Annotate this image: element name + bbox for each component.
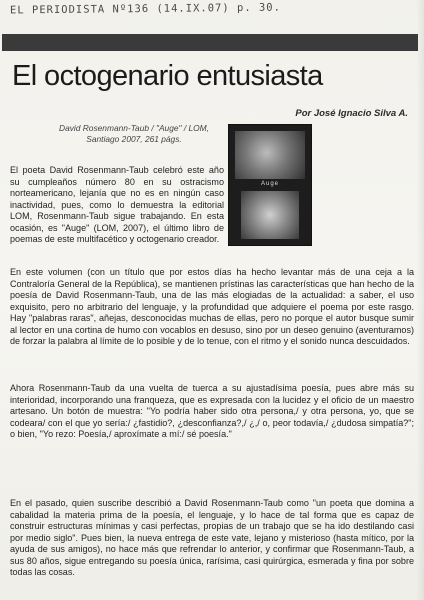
article-paragraph-4: En el pasado, quien suscribe describió a David Rosenmann-Taub como "un poeta que domina a cabalidad la materia prima de la poesía, el lenguaje, y lo hace de tal forma que es capaz de construir estructuras mínimas y casi perfectas, propias de un trabajo que se ha ido destilando casi por medio siglo". Pues bien, la nueva entrega de este vate, lejano y misterioso (hasta mítico, por la ayuda de sus amigos), no hace más que refrendar lo anterior, y confirmar que Rosenmann-Taub, a sus 80 años, sigue entregando su poesía única, rarísima, casi quirúrgica, esmerada y fina por sobre todas las cosas. [10,498,414,578]
article-paragraph-2: En este volumen (con un título que por estos días ha hecho levantar más de una ceja a la Contraloría General de la República), se mantienen prístinas las características que han hecho de la poesía de David Rosenmann-Taub, una de las más elogiadas de la actualidad: a saber, el uso exquisito, pero no arbitrario del lenguaje, y la profundidad que adquiere el poema por este rasgo. Hay "palabras raras", añejas, desconocidas muchas de ellas, pero no porque el autor busque sumir al lector en una cortina de humo con vocablos en desuso, sino por un deseo genuino (aventuramos) de forzar la palabra al límite de lo posible y de lo tenue, con el ritmo y el sonido nunca descuidados. [10,267,414,347]
book-cover-bottom-artwork [241,191,299,239]
header-rule [2,34,418,51]
article-paragraph-1: El poeta David Rosenmann-Taub celebró este año su cumpleaños número 80 en su ostracismo norteamericano, lejanía que no es en ningún caso inactividad, pues, como lo demuestra la editorial LOM, Rosenmann-Taub sigue trabajando. En esta ocasión, es "Auge" (LOM, 2007), el último libro de poemas de este multifacético y octogenario creador. [10,165,224,245]
handwritten-source-note: EL PERIODISTA Nº136 (14.IX.07) p. 30. [9,1,281,17]
article-paragraph-3: Ahora Rosenmann-Taub da una vuelta de tuerca a su ajustadísima poesía, pues abre más su interioridad, incorporando una franqueza, que es expresada con la lucidez y el oficio de un maestro artesano. Un botón de muestra: "Yo podría haber sido otra persona,/ y otra persona, yo, que se codeara/ con el que yo sería:/ ¿fastidio?, ¿desconfianza?,/ ¿,/ o, peor todavía,/ ¿dudosa simpatía?"; o bien, "Yo rezo: Poesía,/ aproxímate a mí:/ sé poesía." [10,383,414,440]
book-cover-title: Auge [260,181,279,187]
book-reference-line-1: David Rosenmann-Taub / "Auge" / LOM, [59,123,209,133]
scan-edge-shadow [416,0,424,600]
book-cover-image [228,124,312,246]
book-reference-line-2: Santiago 2007, 261 págs. [86,134,182,144]
article-byline: Por José Ignacio Silva A. [295,108,408,119]
article-headline: El octogenario entusiasta [12,60,323,92]
book-cover-top-artwork [235,131,305,179]
